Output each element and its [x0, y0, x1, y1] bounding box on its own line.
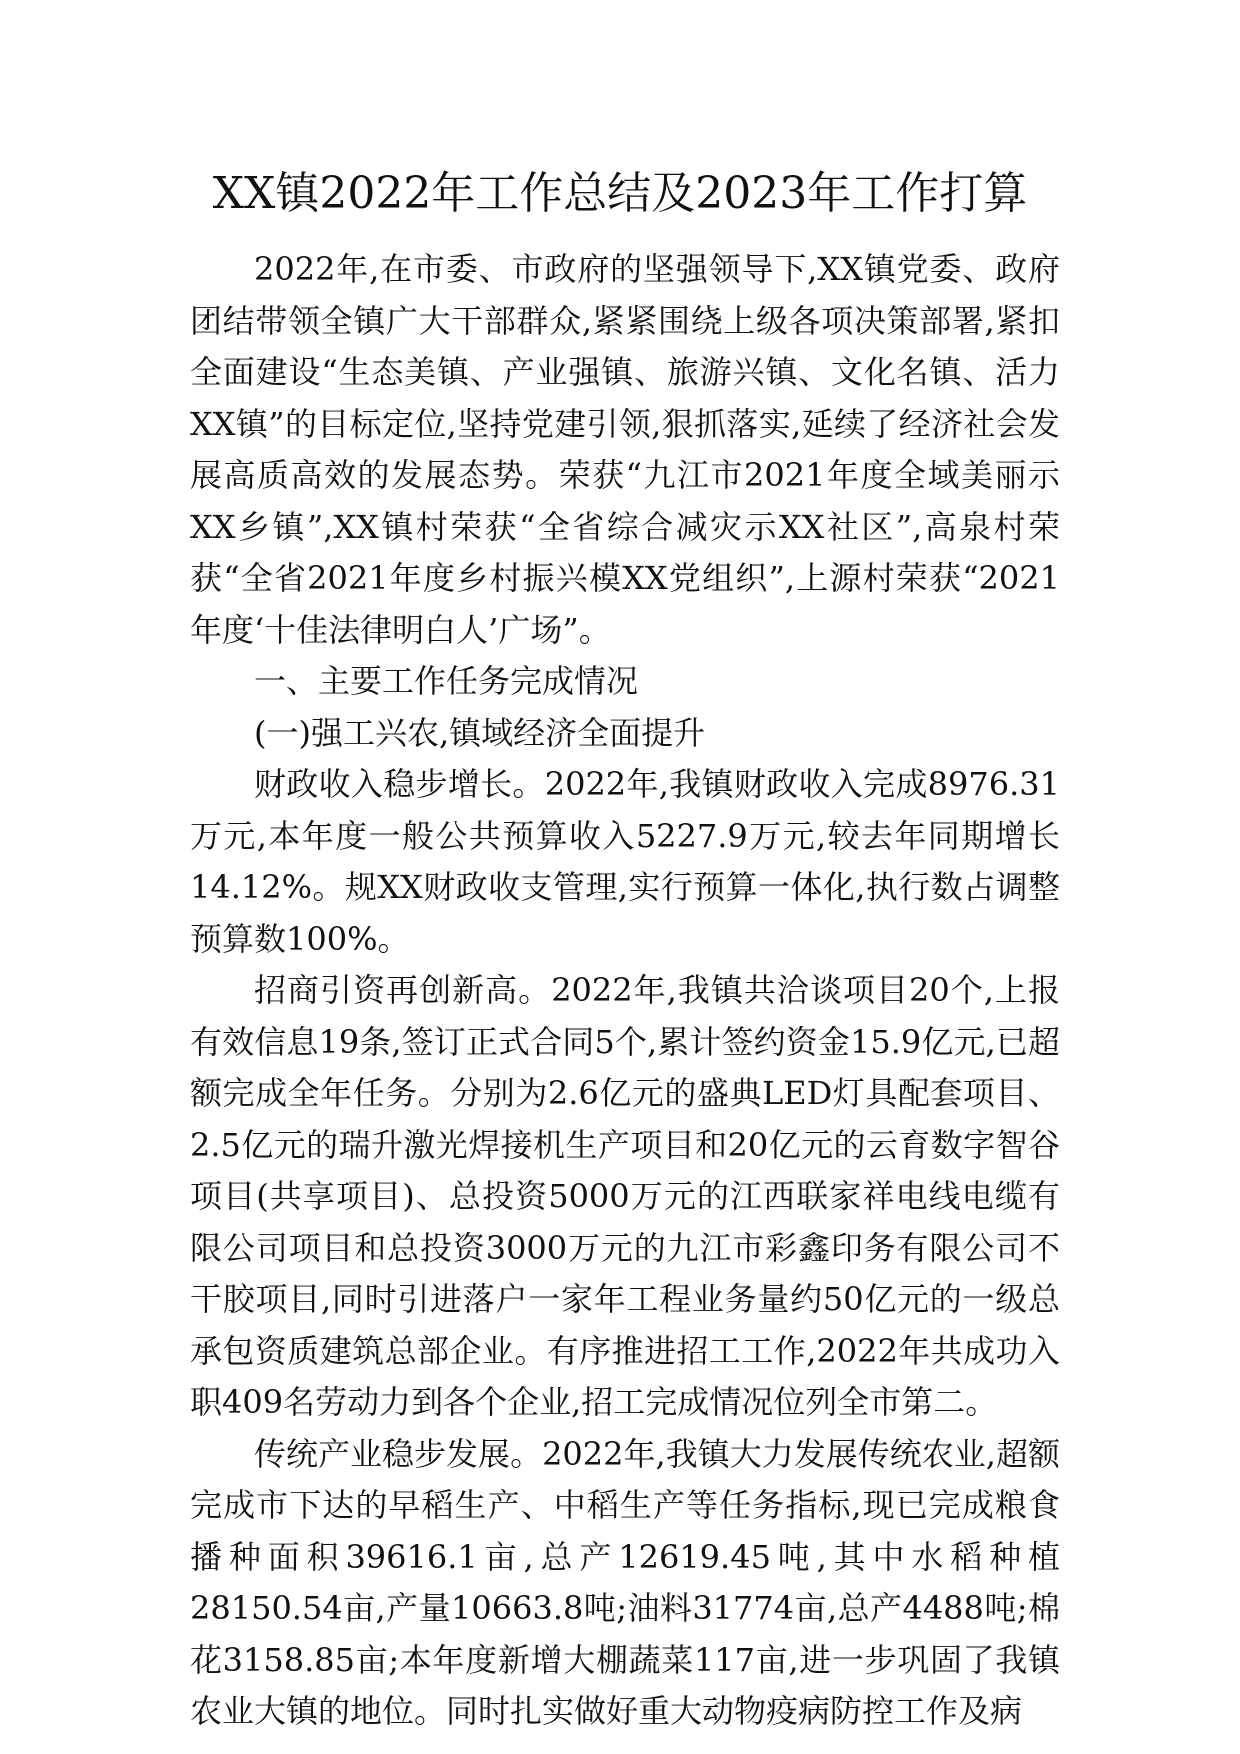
paragraph-finance: 财政收入稳步增长。2022年,我镇财政收入完成8976.31万元,本年度一般公共预算收入5227.9万元,较去年同期增长14.12%。规XX财政收支管理,实行预算一体化,执行数占调整预算数100%。 — [190, 765, 1060, 958]
paragraph-agriculture: 传统产业稳步发展。2022年,我镇大力发展传统农业,超额完成市下达的早稻生产、中稻生产等任务指标,现已完成粮食播种面积39616.1亩,总产12619.45吨,其中水稻种植28150.54亩,产量10663.8吨;油料31774亩,总产4488吨;棉花3158.85亩;本年度新增大棚蔬菜117亩,进一步巩固了我镇农业大镇的地位。同时扎实做好重大动物疫病防控工作及病 — [190, 1434, 1060, 1730]
subsection-heading: (一)强工兴农,镇域经济全面提升 — [254, 713, 706, 752]
paragraph-intro: 2022年,在市委、市政府的坚强领导下,XX镇党委、政府团结带领全镇广大干部群众,紧紧围绕上级各项决策部署,紧扣全面建设“生态美镇、产业强镇、旅游兴镇、文化名镇、活力XX镇”的目标定位,坚持党建引领,狠抓落实,延续了经济社会发展高质高效的发展态势。荣获“九江市2021年度全域美丽示XX乡镇”,XX镇村荣获“全省综合减灾示XX社区”,高泉村荣获“全省2021年度乡村振兴模XX党组织”,上源村荣获“2021年度‘十佳法律明白人’广场”。 — [190, 250, 1060, 649]
section-heading: 一、主要工作任务完成情况 — [254, 662, 639, 700]
paragraph-investment: 招商引资再创新高。2022年,我镇共洽谈项目20个,上报有效信息19条,签订正式合同5个,累计签约资金15.9亿元,已超额完成全年任务。分别为2.6亿元的盛典LED灯具配套项目、2.5亿元的瑞升激光焊接机生产项目和20亿元的云育数字智谷项目(共享项目)、总投资5000万元的江西联家祥电线电缆有限公司项目和总投资3000万元的九江市彩鑫印务有限公司不干胶项目,同时引进落户一家年工程业务量约50亿元的一级总承包资质建筑总部企业。有序推进招工工作,2022年共成功入职409名劳动力到各个企业,招工完成情况位列全市第二。 — [190, 971, 1060, 1421]
document-body — [190, 244, 1060, 1738]
document-title: XX镇2022年工作总结及2023年工作打算 — [212, 168, 1028, 219]
